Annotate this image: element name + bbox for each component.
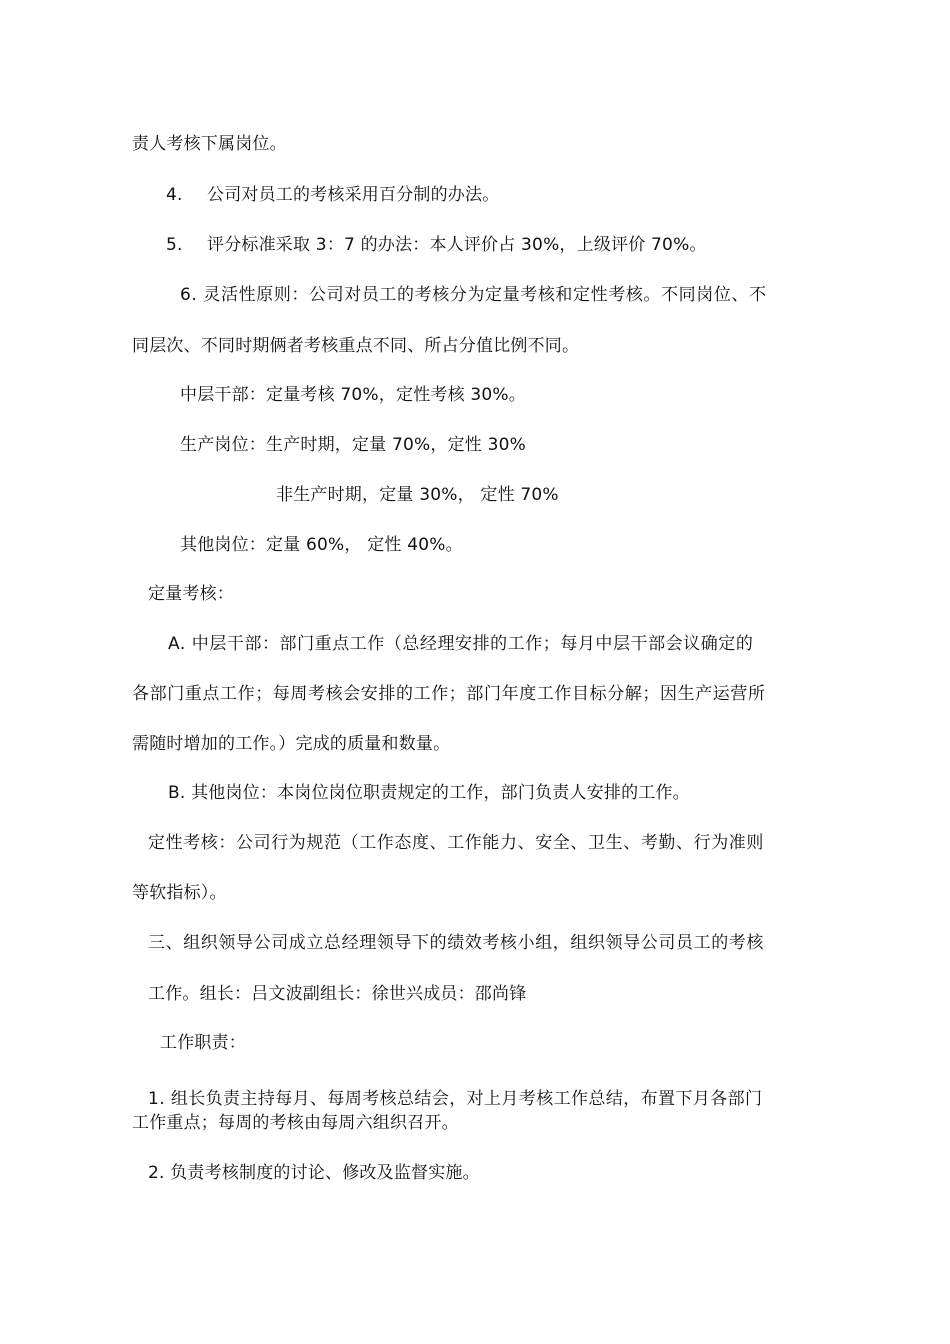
paragraph-line: 需随时增加的工作。）完成的质量和数量。: [132, 734, 451, 754]
section-heading: 三、组织领导公司成立总经理领导下的绩效考核小组，组织领导公司员工的考核: [148, 933, 764, 953]
section-label: 工作职责：: [160, 1033, 246, 1053]
ratio-line: 非生产时期，定量 30%， 定性 70%: [276, 485, 559, 505]
ratio-line: 其他岗位：定量 60%， 定性 40%。: [180, 535, 463, 555]
paragraph-line: A. 中层干部：部门重点工作（总经理安排的工作；每月中层干部会议确定的: [168, 634, 754, 654]
paragraph-line: 同层次、不同时期俩者考核重点不同、所占分值比例不同。: [132, 336, 580, 356]
list-number: 5.: [166, 235, 183, 255]
paragraph-line: 等软指标）。: [132, 883, 227, 903]
ratio-line: 生产岗位：生产时期，定量 70%，定性 30%: [180, 435, 526, 455]
paragraph-line: 工作。组长：吕文波副组长：徐世兴成员：邵尚锋: [148, 984, 527, 1004]
list-item-text: 公司对员工的考核采用百分制的办法。: [207, 185, 500, 205]
list-item-text: 2. 负责考核制度的讨论、修改及监督实施。: [148, 1163, 480, 1183]
paragraph-line: 6. 灵活性原则：公司对员工的考核分为定量考核和定性考核。不同岗位、不: [180, 285, 767, 305]
paragraph-line: 各部门重点工作；每周考核会安排的工作；部门年度工作目标分解；因生产运营所: [132, 684, 766, 704]
paragraph-line: B. 其他岗位：本岗位岗位职责规定的工作，部门负责人安排的工作。: [168, 783, 690, 803]
paragraph-line: 责人考核下属岗位。: [132, 134, 287, 154]
section-label: 定量考核：: [148, 584, 234, 604]
list-item-text: 工作重点；每周的考核由每周六组织召开。: [132, 1113, 459, 1133]
ratio-line: 中层干部：定量考核 70%，定性考核 30%。: [180, 385, 526, 405]
list-number: 4.: [166, 185, 183, 205]
list-item-text: 1. 组长负责主持每月、每周考核总结会，对上月考核工作总结，布置下月各部门: [148, 1089, 763, 1109]
list-item-text: 评分标准采取 3：7 的办法：本人评价占 30%，上级评价 70%。: [207, 235, 707, 255]
paragraph-line: 定性考核：公司行为规范（工作态度、工作能力、安全、卫生、考勤、行为准则: [148, 833, 764, 853]
